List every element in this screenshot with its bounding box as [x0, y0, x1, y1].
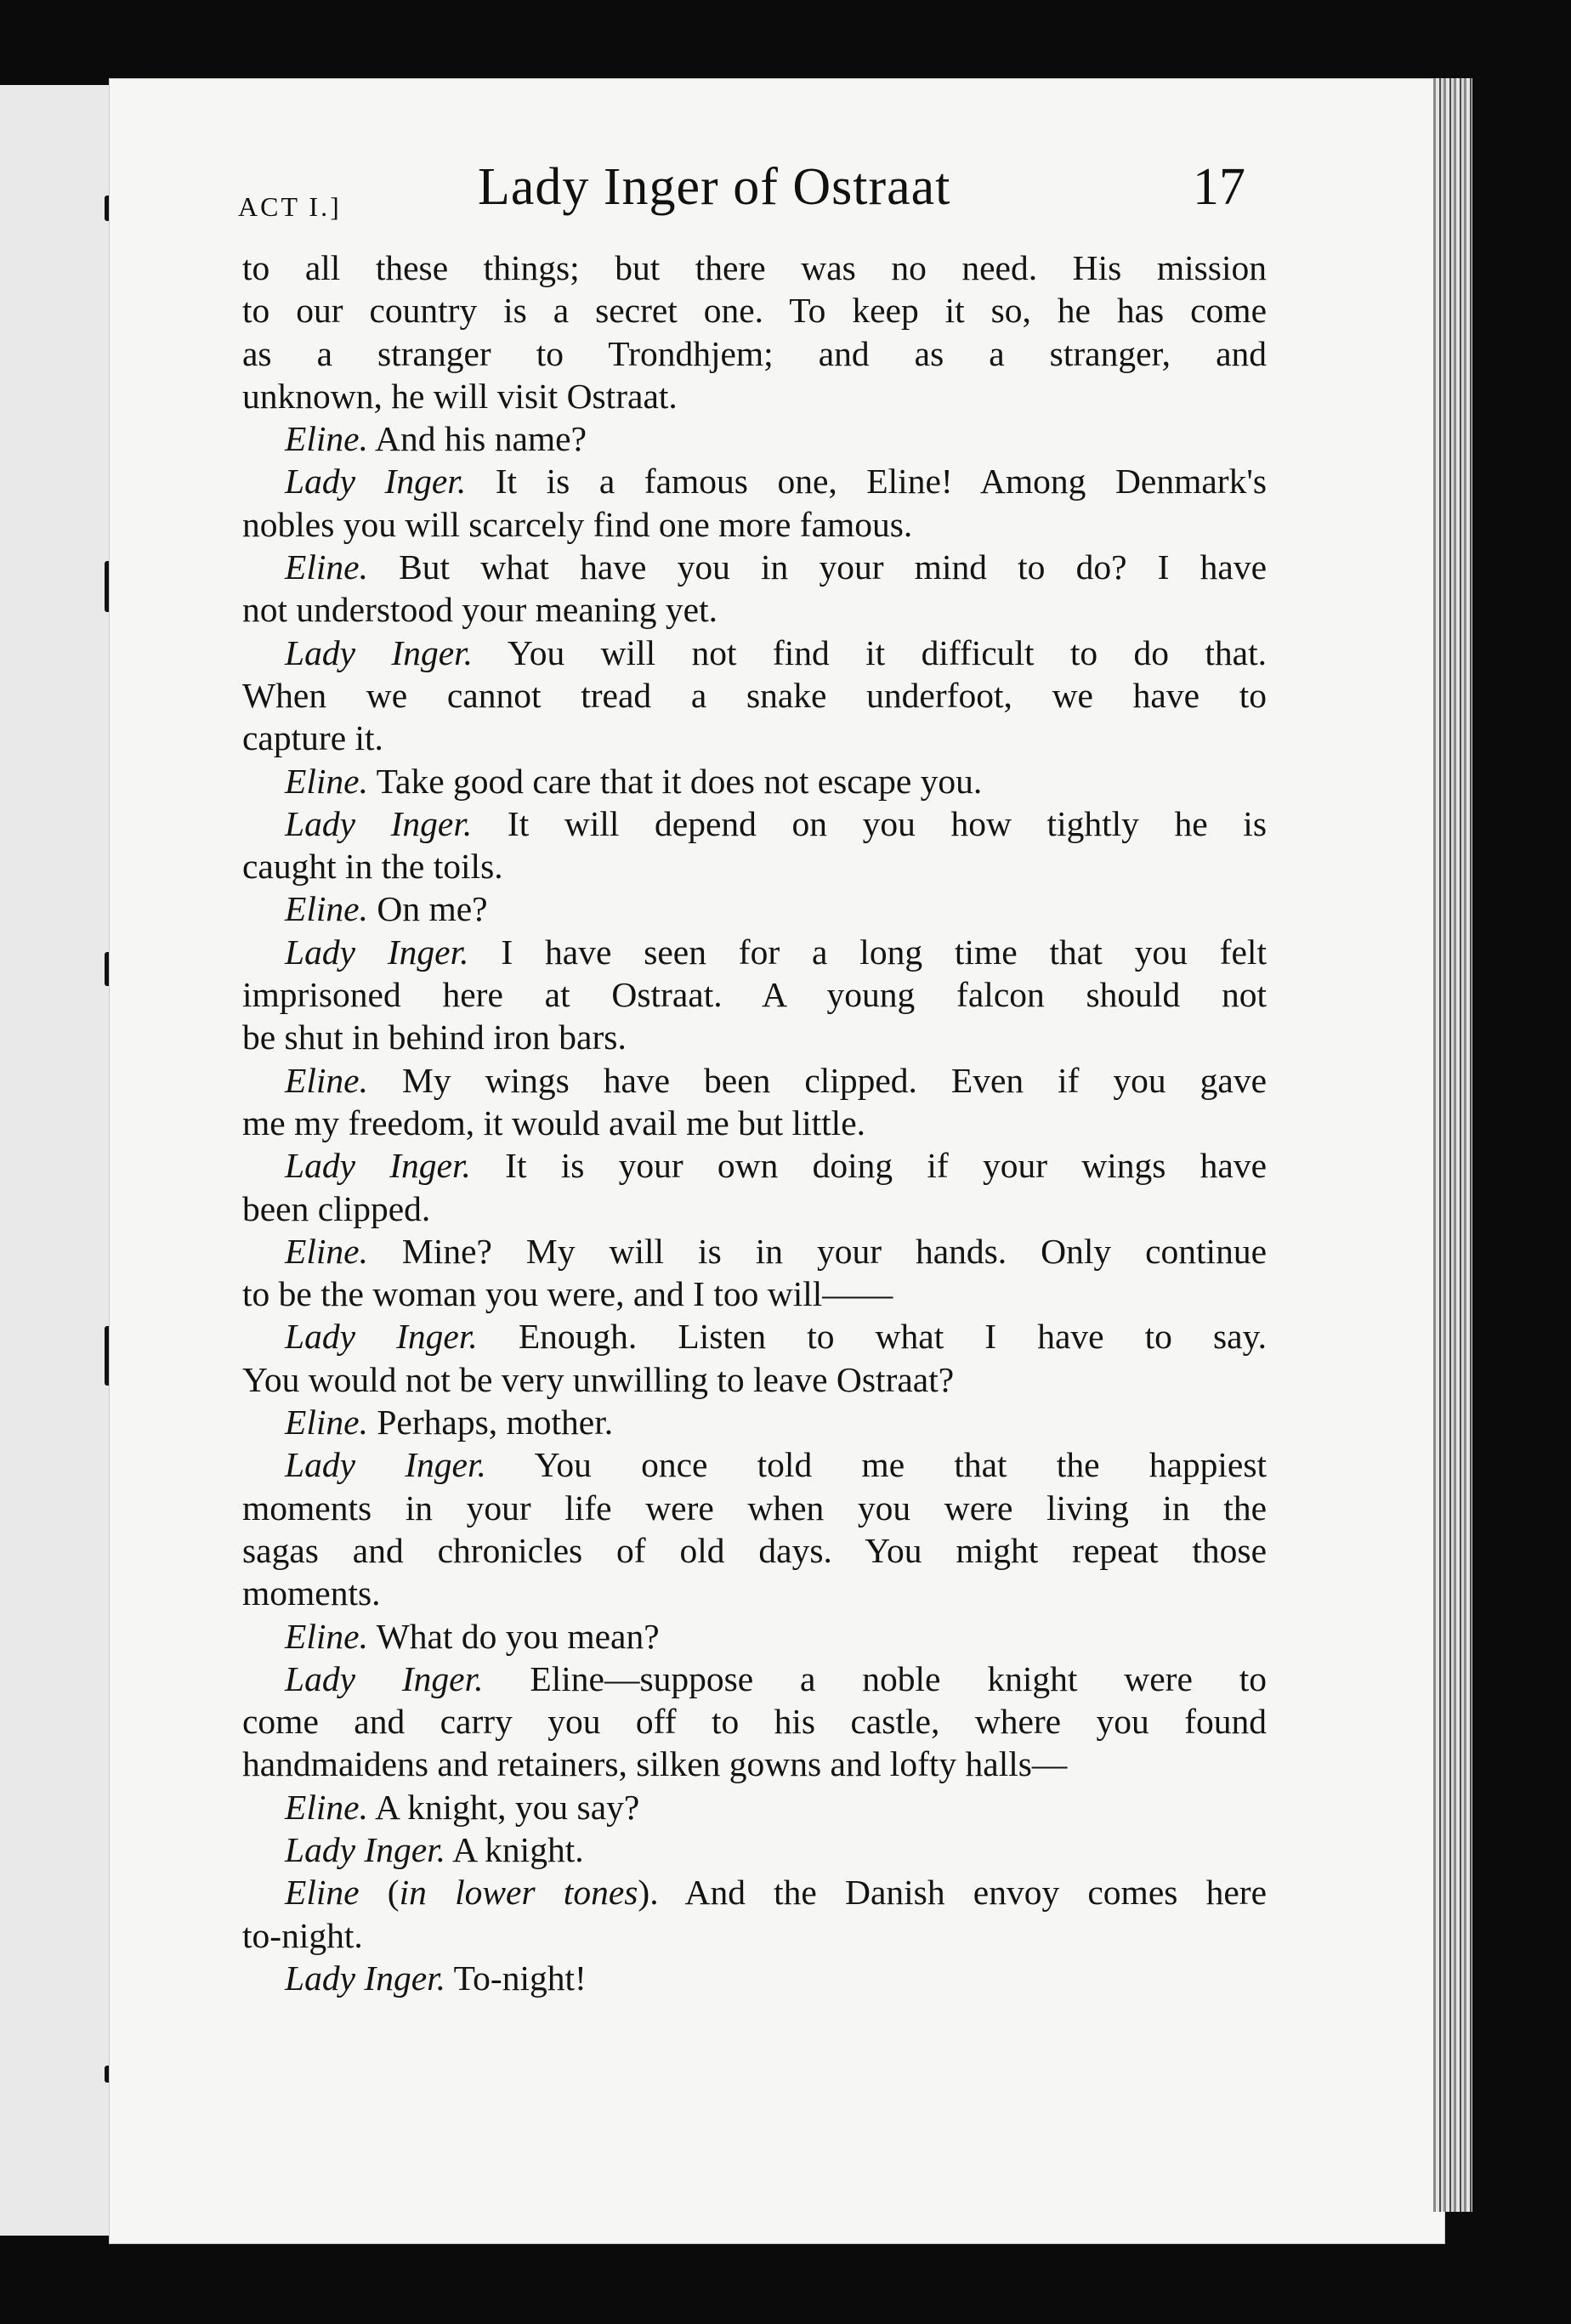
- line-text: handmaidens and retainers, silken gowns and lofty halls—: [242, 1744, 1068, 1784]
- line-text: moments.: [242, 1573, 381, 1613]
- line-text: caught in the toils.: [242, 847, 503, 887]
- text-line: [242, 1230, 1267, 1273]
- line-text: come and carry you off to his castle, where you found: [242, 1702, 1267, 1742]
- speaker-name: Lady Inger.: [285, 462, 467, 502]
- speaker-name: Lady Inger.: [285, 1445, 486, 1485]
- text-line: [242, 460, 1267, 502]
- text-line: [242, 1529, 1267, 1572]
- text-line: [242, 332, 1267, 375]
- text-line: [242, 1871, 1267, 1913]
- line-text: It is your own doing if your wings have: [470, 1146, 1267, 1186]
- text-line: [242, 1273, 1267, 1315]
- line-text: imprisoned here at Ostraat. A young falcon should not: [242, 975, 1267, 1015]
- line-text: You once told me that the happiest: [485, 1445, 1267, 1485]
- text-line: [242, 1572, 1267, 1614]
- speaker-name: Lady Inger.: [285, 1317, 478, 1357]
- text-line: [242, 632, 1267, 674]
- speaker-name: Eline.: [285, 1060, 368, 1100]
- line-text: not understood your meaning yet.: [242, 590, 717, 630]
- text-line: [242, 1615, 1267, 1658]
- text-line: [242, 1188, 1267, 1230]
- line-text: moments in your life were when you were living in the: [242, 1488, 1267, 1528]
- text-line: [242, 1016, 1267, 1058]
- text-line: [242, 247, 1267, 289]
- page-header: [238, 157, 1245, 234]
- speaker-name: Lady Inger.: [285, 1658, 484, 1698]
- text-line: [242, 588, 1267, 631]
- speaker-name: Eline.: [285, 761, 368, 801]
- text-line: [242, 1315, 1267, 1358]
- text-line: [242, 845, 1267, 887]
- line-text: capture it.: [242, 718, 383, 758]
- line-text: A knight.: [445, 1829, 584, 1869]
- line-text: I have seen for a long time that you felt: [468, 932, 1267, 972]
- line-text: as a stranger to Trondhjem; and as a stranger, and: [242, 333, 1267, 373]
- speaker-name: Eline.: [285, 419, 368, 459]
- line-text: ). And the Danish envoy comes here: [638, 1873, 1267, 1913]
- line-text: Eline—suppose a noble knight were to: [483, 1658, 1267, 1698]
- line-text: be shut in behind iron bars.: [242, 1017, 627, 1057]
- text-line: [242, 289, 1267, 332]
- line-text: On me?: [367, 889, 488, 929]
- text-line: [242, 931, 1267, 973]
- text-line: [242, 1658, 1267, 1700]
- line-text: Enough. Listen to what I have to say.: [477, 1317, 1267, 1357]
- line-text: What do you mean?: [367, 1616, 660, 1656]
- speaker-name: Eline.: [285, 547, 368, 587]
- text-line: [242, 1914, 1267, 1957]
- line-text: to all these things; but there was no need. His mission: [242, 248, 1267, 287]
- speaker-name: in lower tones: [399, 1873, 638, 1913]
- text-line: [242, 1828, 1267, 1871]
- page-title: Lady Inger of Ostraat: [478, 158, 951, 216]
- text-line: [242, 503, 1267, 546]
- line-text: unknown, he will visit Ostraat.: [242, 376, 678, 416]
- line-text: to-night.: [242, 1915, 363, 1955]
- speaker-name: Eline.: [285, 1787, 368, 1827]
- line-text: When we cannot tread a snake underfoot, we have to: [242, 675, 1267, 715]
- line-text: My wings have been clipped. Even if you gave: [367, 1060, 1267, 1100]
- speaker-name: Lady Inger.: [285, 1829, 446, 1869]
- speaker-name: Lady Inger.: [285, 1146, 471, 1186]
- speaker-name: Eline.: [285, 1403, 368, 1443]
- line-text: You will not find it difficult to do that.: [473, 632, 1267, 672]
- line-text: been clipped.: [242, 1188, 431, 1228]
- text-line: [242, 546, 1267, 588]
- text-line: [242, 417, 1267, 460]
- running-head: ACT I.]: [238, 191, 342, 222]
- line-text: me my freedom, it would avail me but little.: [242, 1102, 865, 1142]
- speaker-name: Eline: [285, 1873, 360, 1913]
- line-text: Perhaps, mother.: [367, 1403, 614, 1443]
- text-line: [242, 1401, 1267, 1443]
- text-line: [242, 1487, 1267, 1529]
- line-text: But what have you in your mind to do? I have: [367, 547, 1267, 587]
- text-line: [242, 1700, 1267, 1743]
- text-line: [242, 1743, 1267, 1785]
- line-text: sagas and chronicles of old days. You might repeat those: [242, 1530, 1267, 1570]
- speaker-name: Lady Inger.: [285, 932, 469, 972]
- text-line: [242, 1102, 1267, 1144]
- text-line: [242, 1144, 1267, 1187]
- line-text: nobles you will scarcely find one more famous.: [242, 504, 913, 544]
- speaker-name: Lady Inger.: [285, 632, 474, 672]
- page-number: 17: [1193, 158, 1245, 216]
- text-line: [242, 717, 1267, 759]
- line-text: Take good care that it does not escape you.: [367, 761, 983, 801]
- speaker-name: Lady Inger.: [285, 803, 473, 843]
- play-text: [242, 247, 1267, 1999]
- speaker-name: Eline.: [285, 1616, 368, 1656]
- line-text: To-night!: [445, 1958, 587, 1998]
- line-text: to be the woman you were, and I too will——: [242, 1274, 893, 1314]
- line-text: It will depend on you how tightly he is: [472, 803, 1267, 843]
- text-line: [242, 1443, 1267, 1486]
- text-line: [242, 760, 1267, 802]
- line-text: to our country is a secret one. To keep it so, he has come: [242, 291, 1267, 331]
- text-line: [242, 1358, 1267, 1401]
- text-line: [242, 1059, 1267, 1102]
- line-text: (: [359, 1873, 400, 1913]
- speaker-name: Eline.: [285, 889, 368, 929]
- speaker-name: Eline.: [285, 1231, 368, 1271]
- speaker-name: Lady Inger.: [285, 1958, 446, 1998]
- line-text: Mine? My will is in your hands. Only continue: [367, 1231, 1267, 1271]
- text-line: [242, 674, 1267, 717]
- text-line: [242, 375, 1267, 417]
- line-text: You would not be very unwilling to leave Ostraat?: [242, 1359, 955, 1399]
- line-text: A knight, you say?: [367, 1787, 640, 1827]
- text-line: [242, 802, 1267, 845]
- line-text: It is a famous one, Eline! Among Denmark's: [466, 462, 1267, 502]
- text-line: [242, 1957, 1267, 1999]
- facing-page-edge: [0, 85, 111, 2236]
- text-line: [242, 1786, 1267, 1828]
- text-line: [242, 973, 1267, 1016]
- line-text: And his name?: [367, 419, 587, 459]
- text-line: [242, 887, 1267, 930]
- page-stack-edges: [1433, 78, 1472, 2212]
